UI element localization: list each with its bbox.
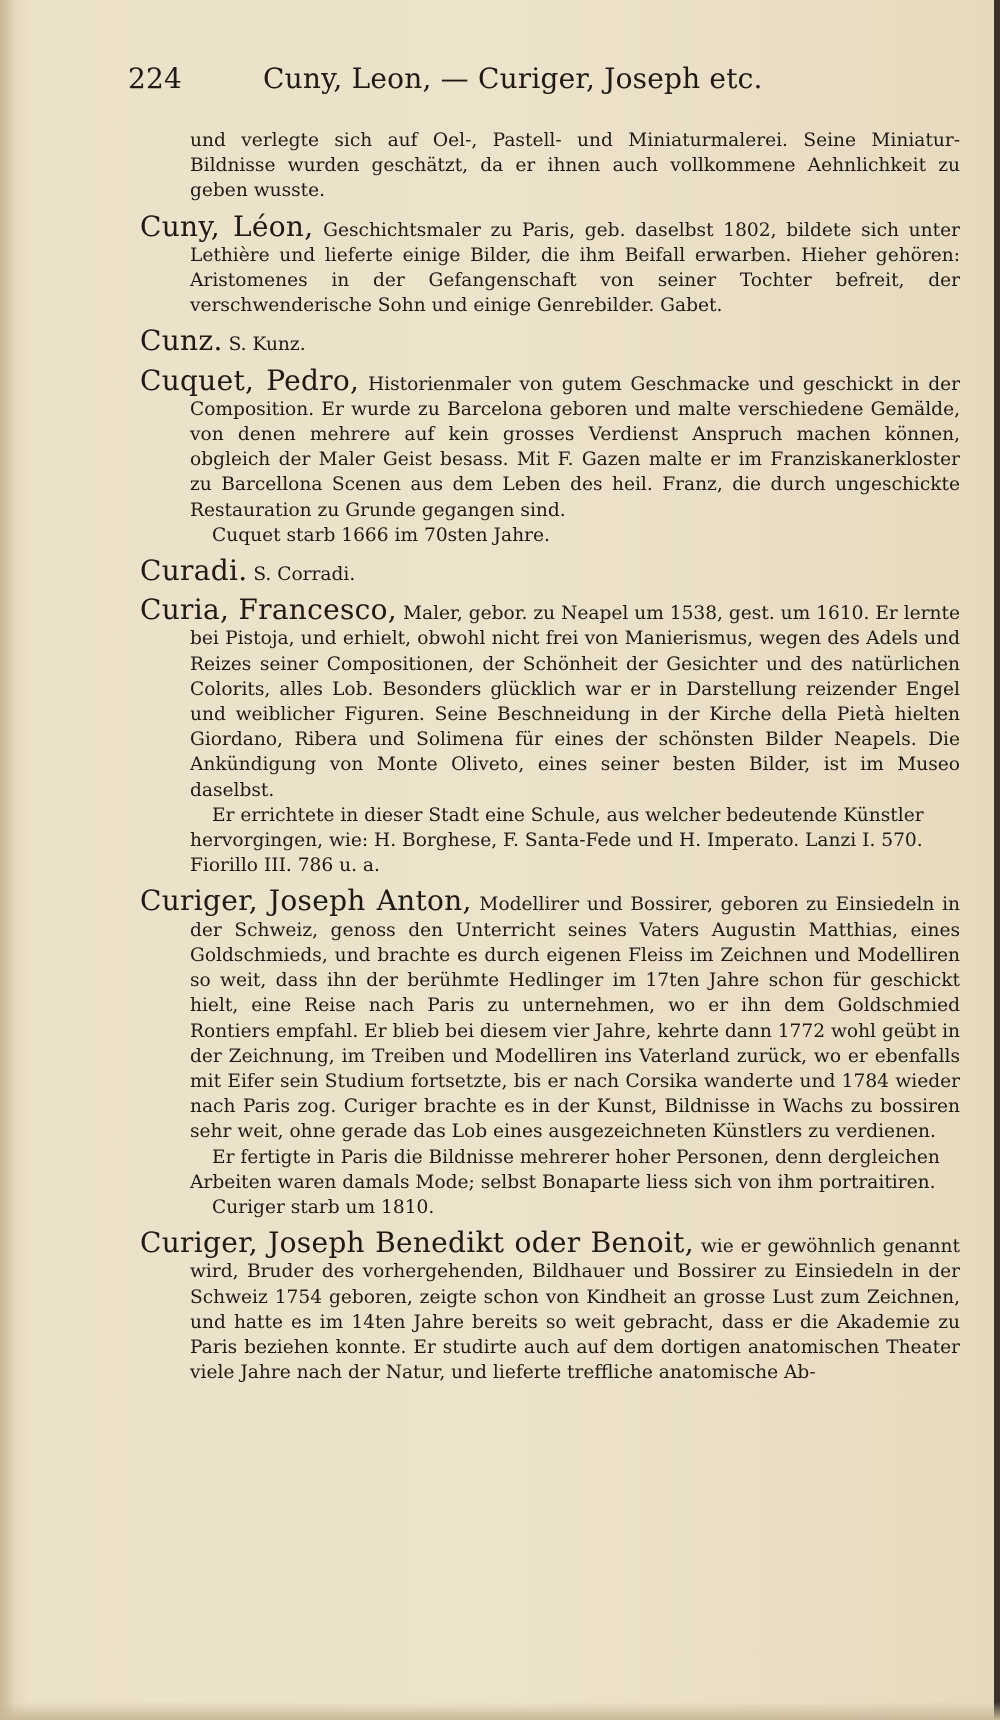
- entry-headword: Cuquet, Pedro,: [140, 363, 360, 397]
- entry-text: und verlegte sich auf Oel-, Pastell- und Miniaturmalerei. Seine Miniatur-Bildnisse wurden geschätzt, da er ihnen auch vollkommene Aehnlichkeit zu geben wusste.: [190, 130, 960, 202]
- entry-curadi: [140, 554, 960, 588]
- entry-text: S. Corradi.: [253, 564, 356, 586]
- entry-text: wie er gewöhnlich genannt wird, Bruder des vorhergehenden, Bildhauer und Bossirer zu Einsiedeln in der Schweiz 1754 geboren, zeigte schon von Kindheit an grosse Lust zum Zeichnen, und hatte es im 14ten Jahre bereits so weit gebracht, dass er die Akademie zu Paris beziehen konnte. Er studirte auch auf dem dortigen anatomischen Theater viele Jahre nach der Natur, und lieferte treffliche anatomische Ab-: [190, 1236, 960, 1384]
- entry-cuquet: [140, 363, 960, 523]
- entry-note: Cuquet starb 1666 im 70sten Jahre.: [212, 524, 550, 546]
- entry-headword: Curadi.: [140, 554, 248, 588]
- entry-note: Er errichtete in dieser Stadt eine Schule, aus welcher bedeutende Künstler hervorgingen, wie: H. Borghese, F. Santa-Fede und H. Imperato. Lanzi I. 570. Fiorillo III. 786 u. a.: [190, 804, 924, 877]
- entry-headword: Cunz.: [140, 324, 223, 358]
- running-header: [128, 62, 968, 95]
- entry-cunz: [140, 324, 960, 358]
- entry-note: Er fertigte in Paris die Bildnisse mehrerer hoher Personen, denn dergleichen Arbeiten waren damals Mode; selbst Bonaparte liess sich von ihm portraitiren.: [190, 1146, 940, 1193]
- entry-note: Curiger starb um 1810.: [212, 1196, 435, 1218]
- entry-text: Historienmaler von gutem Geschmacke und geschickt in der Composition. Er wurde zu Barcelona geboren und malte verschiedene Gemälde, von denen mehrere auf kein grosses Verdienst Anspruch machen können, obgleich der Maler Geist besass. Mit F. Gazen malte er im Franziskanerkloster zu Barcellona Scenen aus dem Leben des heil. Franz, die durch ungeschickte Restauration zu Grunde gegangen sind.: [190, 373, 960, 521]
- entry-text: S. Kunz.: [228, 334, 306, 356]
- entry-headword: Curia, Francesco,: [140, 593, 398, 627]
- entry-headword: Curiger, Joseph Anton,: [140, 884, 472, 918]
- page-number: 224: [128, 62, 183, 95]
- entry-curiger-joseph-benedikt: [140, 1226, 960, 1385]
- dictionary-text: [140, 128, 960, 1395]
- entry-text: Modellirer und Bossirer, geboren zu Einsiedeln in der Schweiz, genoss den Unterricht seines Vaters Augustin Matthias, eines Goldschmieds, und brachte es durch eigenen Fleiss im Zeichnen und Modelliren so weit, dass ihn der berühmte Hedlinger im 17ten Jahre schon für geschickt hielt, eine Reise nach Paris zu unternehmen, wo er ihn dem Goldschmied Rontiers empfahl. Er blieb bei diesem vier Jahre, kehrte dann 1772 wohl geübt in der Zeichnung, im Treiben und Modelliren ins Vaterland zurück, wo er ebenfalls mit Eifer sein Studium fortsetzte, bis er nach Corsika wanderte und 1784 wieder nach Paris zog. Curiger brachte es in der Kunst, Bildnisse in Wachs zu bossiren sehr weit, ohne gerade das Lob eines ausgezeichneten Künstlers zu verdienen.: [190, 894, 960, 1143]
- entry-curiger-joseph-anton: [140, 884, 960, 1144]
- entry-cuny: [140, 209, 960, 319]
- entry-headword: Curiger, Joseph Benedikt oder Benoit,: [140, 1226, 694, 1260]
- entry-text: Maler, gebor. zu Neapel um 1538, gest. um 1610. Er lernte bei Pistoja, und erhielt, obwohl nicht frei von Manierismus, wegen des Adels und Reizes seiner Compositionen, der Schönheit der Gesichter und des natürlichen Colorits, alles Lob. Besonders glücklich war er in Darstellung reizender Engel und weiblicher Figuren. Seine Beschneidung in der Kirche della Pietà hielten Giordano, Ribera und Solimena für eines der schönsten Bilder Neapels. Die Ankündigung von Monte Oliveto, eines seiner besten Bilder, ist im Museo daselbst.: [190, 603, 961, 801]
- running-title: Cuny, Leon, — Curiger, Joseph etc.: [263, 62, 763, 95]
- page-gutter-shadow: [0, 0, 14, 1720]
- page-bottom-shadow: [0, 1702, 1000, 1720]
- entry-text: Geschichtsmaler zu Paris, geb. daselbst 1802, bildete sich unter Lethière und lieferte einige Bilder, die ihm Beifall erwarben. Hieher gehören: Aristomenes in der Gefangenschaft von seiner Tochter befreit, der verschwenderische Sohn und einige Genrebilder. Gabet.: [190, 219, 960, 317]
- entry-headword: Cuny, Léon,: [140, 209, 314, 243]
- entry-curia: [140, 593, 961, 803]
- page-edge: [994, 0, 1000, 1720]
- entry-continuation: [140, 128, 960, 204]
